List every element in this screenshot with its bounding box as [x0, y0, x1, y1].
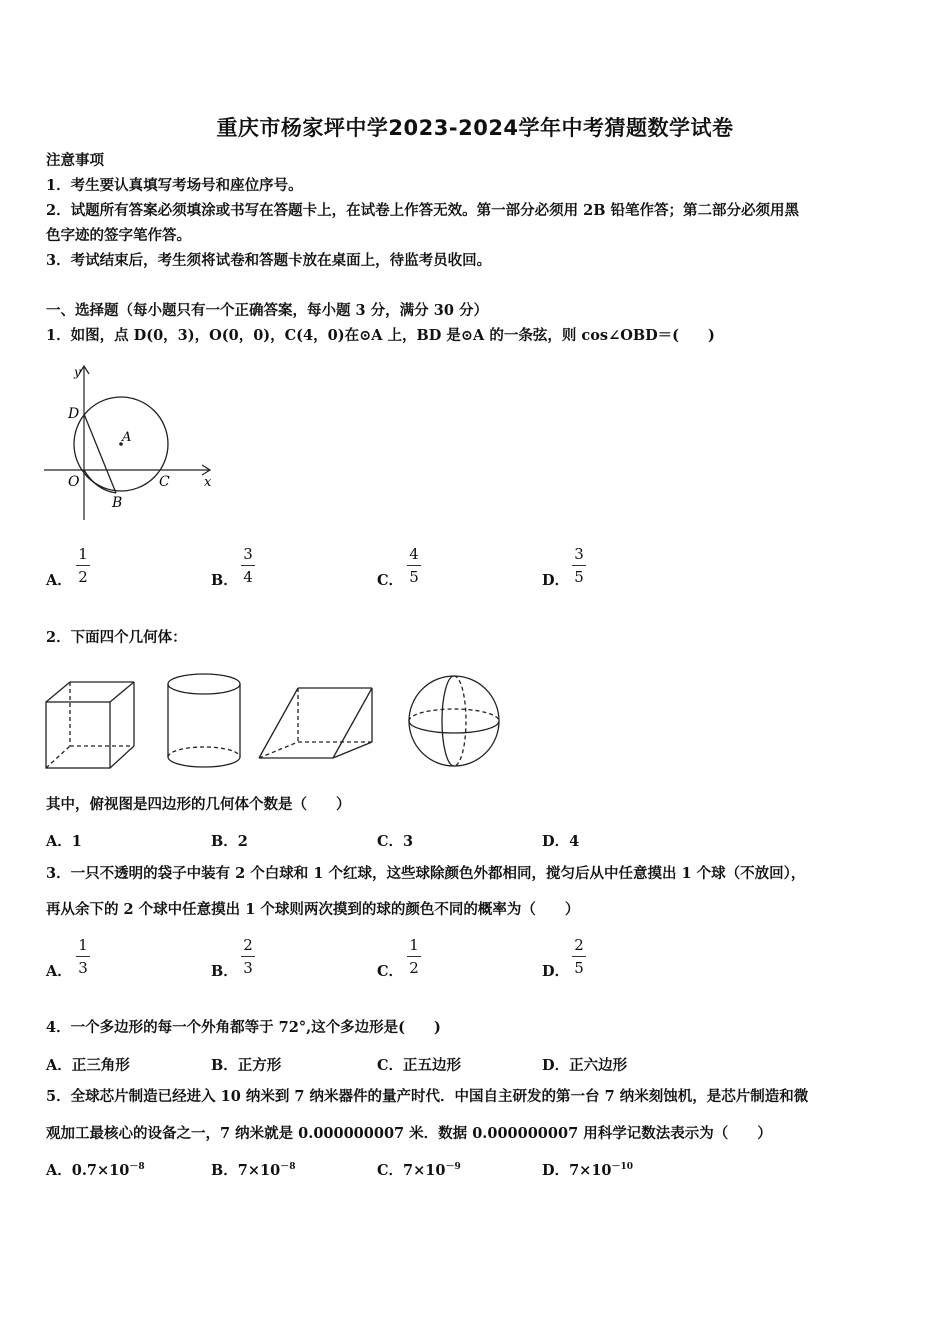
q3-option-d-fraction	[569, 937, 589, 976]
figure-label-c: C	[159, 474, 170, 490]
figure-label-b: B	[112, 495, 123, 511]
page-title: 重庆市杨家坪中学2023-2024学年中考猜题数学试卷	[216, 116, 734, 140]
q3-option-a-fraction	[73, 937, 93, 976]
q3-option-d-label: D．	[542, 963, 570, 980]
figure-label-y: y	[74, 365, 81, 379]
cube-shape	[46, 682, 134, 768]
q2-option-b: B．2	[211, 833, 248, 850]
denominator: 2	[78, 568, 88, 586]
question-1-stem: 1．如图，点 D(0，3)，O(0，0)，C(4，0)在⊙A 上，BD 是⊙A 的一条弦，则 cos∠OBD＝( )	[46, 327, 715, 344]
numerator: 1	[409, 936, 419, 954]
exponent: －10	[611, 1162, 634, 1172]
denominator: 3	[78, 959, 88, 977]
q3-option-a-label: A．	[46, 963, 72, 980]
question-5-stem-cont: 观加工最核心的设备之一，7 纳米就是 0.000000007 米．数据 0.000000007 用科学记数法表示为（ ）	[46, 1125, 772, 1142]
exponent: －8	[280, 1162, 296, 1172]
numerator: 4	[409, 545, 419, 563]
q2-option-c: C．3	[377, 833, 414, 850]
numerator: 2	[243, 936, 253, 954]
notice-item-3: 3．考试结束后，考生须将试卷和答题卡放在桌面上，待监考员收回。	[46, 252, 492, 269]
q3-option-c-fraction	[404, 937, 424, 976]
q1-option-c-label: C．	[377, 572, 404, 589]
denominator: 5	[574, 959, 584, 977]
q1-option-d-fraction	[569, 546, 589, 585]
question-5-stem: 5．全球芯片制造已经进入 10 纳米到 7 纳米器件的量产时代．中国自主研发的第一台 7 纳米刻蚀机，是芯片制造和微	[46, 1088, 809, 1105]
option-text: C．7×10	[377, 1162, 446, 1179]
numerator: 2	[574, 936, 584, 954]
figure-label-o: O	[68, 474, 80, 490]
q2-option-d: D．4	[542, 833, 580, 850]
q4-option-d: D．正六边形	[542, 1057, 628, 1074]
figure-label-x: x	[204, 475, 212, 490]
figure-label-a: A	[122, 430, 132, 445]
q4-option-a: A．正三角形	[46, 1057, 130, 1074]
section-heading: 一、选择题（每小题只有一个正确答案，每小题 3 分，满分 30 分）	[46, 302, 488, 319]
sphere-shape	[409, 676, 499, 766]
question-2-stem: 2．下面四个几何体：	[46, 629, 187, 646]
question-4-stem: 4．一个多边形的每一个外角都等于 72°,这个多边形是( )	[46, 1019, 441, 1036]
option-text: D．7×10	[542, 1162, 612, 1179]
option-text: B．7×10	[211, 1162, 281, 1179]
q3-option-b-fraction	[238, 937, 258, 976]
notice-item-2-cont: 色字迹的签字笔作答。	[46, 227, 191, 244]
figure-label-d: D	[68, 406, 80, 422]
q1-option-a-label: A．	[46, 572, 72, 589]
q5-option-c	[377, 1159, 461, 1180]
numerator: 3	[243, 545, 253, 563]
cylinder-shape	[168, 674, 240, 767]
denominator: 5	[574, 568, 584, 586]
solids-figure	[40, 668, 510, 778]
q4-option-c: C．正五边形	[377, 1057, 462, 1074]
q3-option-c-label: C．	[377, 963, 404, 980]
q1-option-d-label: D．	[542, 572, 570, 589]
notice-heading: 注意事项	[46, 152, 104, 169]
prism-shape	[259, 688, 372, 758]
q3-option-b-label: B．	[211, 963, 238, 980]
denominator: 5	[409, 568, 419, 586]
q2-option-a: A．1	[46, 833, 82, 850]
denominator: 2	[409, 959, 419, 977]
q5-option-a	[46, 1159, 145, 1180]
q1-option-b-label: B．	[211, 572, 238, 589]
q5-option-b	[211, 1159, 295, 1180]
question-3-stem: 3．一只不透明的袋子中装有 2 个白球和 1 个红球，这些球除颜色外都相同，搅匀后从中任意摸出 1 个球（不放回），	[46, 865, 806, 882]
q1-option-b-fraction	[238, 546, 258, 585]
q1-option-c-fraction	[404, 546, 424, 585]
option-text: A．0.7×10	[46, 1162, 130, 1179]
q1-option-a-fraction	[73, 546, 93, 585]
denominator: 4	[243, 568, 253, 586]
q4-option-b: B．正方形	[211, 1057, 282, 1074]
question-2-question: 其中，俯视图是四边形的几何体个数是（ ）	[46, 796, 351, 813]
circle-figure	[40, 362, 220, 522]
numerator: 3	[574, 545, 584, 563]
exponent: －8	[129, 1162, 145, 1172]
question-3-stem-cont: 再从余下的 2 个球中任意摸出 1 个球则两次摸到的球的颜色不同的概率为（ ）	[46, 901, 580, 918]
exponent: －9	[445, 1162, 461, 1172]
denominator: 3	[243, 959, 253, 977]
q5-option-d	[542, 1159, 633, 1180]
notice-item-2: 2．试题所有答案必须填涂或书写在答题卡上，在试卷上作答无效。第一部分必须用 2B 铅笔作答；第二部分必须用黑	[46, 202, 800, 219]
notice-item-1: 1．考生要认真填写考场号和座位序号。	[46, 177, 303, 194]
numerator: 1	[78, 936, 88, 954]
numerator: 1	[78, 545, 88, 563]
